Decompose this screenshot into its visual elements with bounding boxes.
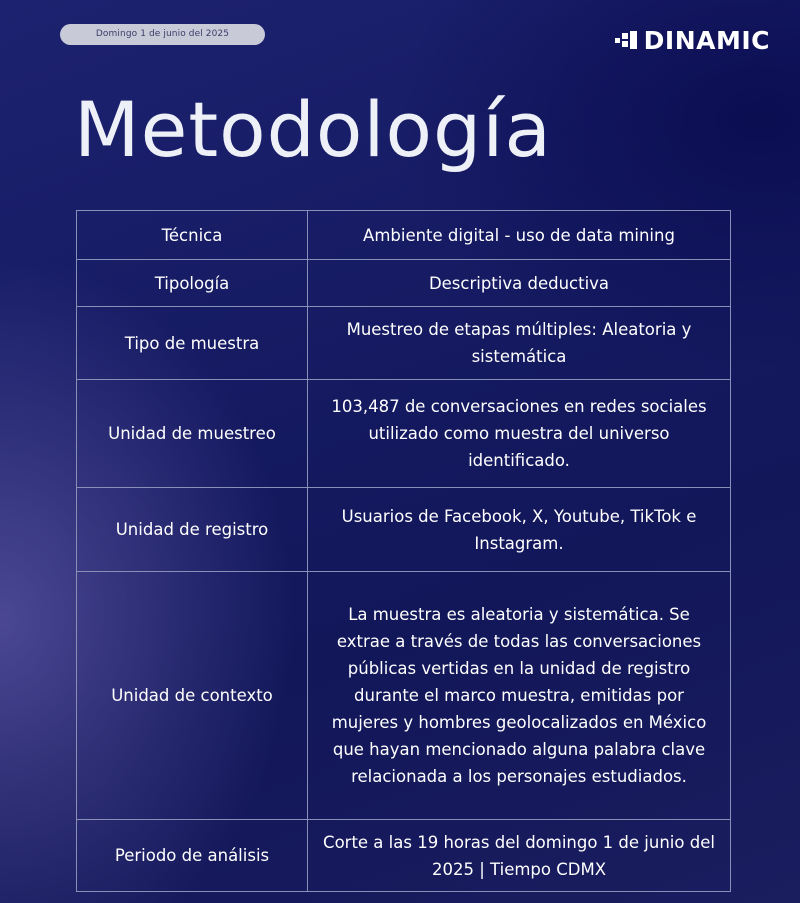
row-label: Unidad de muestreo	[77, 380, 308, 488]
row-label: Unidad de contexto	[77, 572, 308, 820]
row-label: Tipo de muestra	[77, 307, 308, 380]
brand-name: DINAMIC	[643, 25, 770, 55]
row-value: Corte a las 19 horas del domingo 1 de junio del 2025 | Tiempo CDMX	[308, 820, 731, 892]
brand-logo	[615, 24, 770, 56]
row-value: Usuarios de Facebook, X, Youtube, TikTok e Instagram.	[308, 488, 731, 572]
table-row	[77, 260, 731, 307]
page-title: Metodología	[74, 85, 552, 174]
table-row	[77, 380, 731, 488]
row-value: La muestra es aleatoria y sistemática. Se extrae a través de todas las conversaciones públicas vertidas en la unidad de registro durante el marco muestra, emitidas por mujeres y hombres geolocalizados en México que hayan mencionado alguna palabra clave relacionada a los personajes estudiados.	[308, 572, 731, 820]
table-row	[77, 820, 731, 892]
row-label: Unidad de registro	[77, 488, 308, 572]
row-label: Tipología	[77, 260, 308, 307]
brand-mark-icon	[615, 29, 637, 51]
table-row	[77, 307, 731, 380]
row-value: 103,487 de conversaciones en redes sociales utilizado como muestra del universo identificado.	[308, 380, 731, 488]
date-badge: Domingo 1 de junio del 2025	[60, 24, 265, 45]
row-label: Periodo de análisis	[77, 820, 308, 892]
table-row	[77, 211, 731, 260]
table-row	[77, 572, 731, 820]
row-value: Descriptiva deductiva	[308, 260, 731, 307]
row-label: Técnica	[77, 211, 308, 260]
row-value: Muestreo de etapas múltiples: Aleatoria y sistemática	[308, 307, 731, 380]
row-value: Ambiente digital - uso de data mining	[308, 211, 731, 260]
table-row	[77, 488, 731, 572]
methodology-table	[76, 210, 731, 892]
